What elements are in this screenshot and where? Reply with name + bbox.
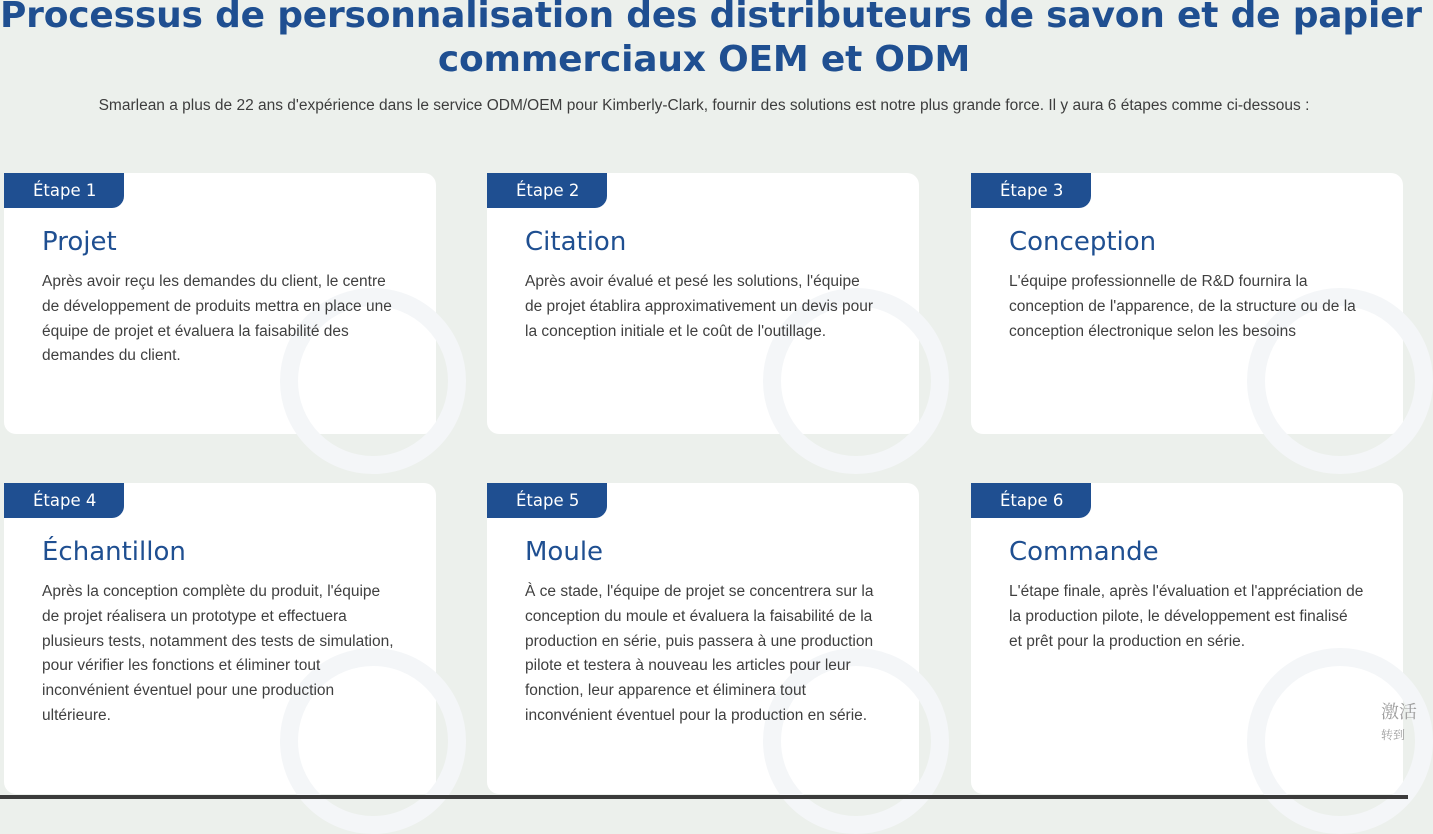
page-title xyxy=(0,0,1422,82)
step-description: L'équipe professionnelle de R&D fournira la conception de l'apparence, de la structure ou de la conception électronique selon les besoins xyxy=(1009,273,1356,340)
step-card-5 xyxy=(487,483,919,794)
step-title: Échantillon xyxy=(42,537,186,567)
step-title: Projet xyxy=(42,227,117,257)
step-card-2 xyxy=(487,173,919,434)
step-badge: Étape 5 xyxy=(487,483,607,518)
page-title-line-2: commerciaux OEM et ODM xyxy=(437,39,971,80)
activation-watermark-line-2: 转到 xyxy=(1381,728,1406,742)
page-title-line-1: Processus de personnalisation des distributeurs de savon et de papier xyxy=(0,0,1422,36)
step-description: Après avoir reçu les demandes du client, le centre de développement de produits mettra en place une équipe de projet et évaluera la faisabilité des demandes du client. xyxy=(42,273,392,365)
step-title: Citation xyxy=(525,227,627,257)
step-description: L'étape finale, après l'évaluation et l'appréciation de la production pilote, le développement est finalisé et prêt pour la production en série. xyxy=(1009,583,1364,650)
step-badge: Étape 6 xyxy=(971,483,1091,518)
step-card-1 xyxy=(4,173,436,434)
step-description: Après la conception complète du produit, l'équipe de projet réalisera un prototype et effectuera plusieurs tests, notamment des tests de simulation, pour vérifier les fonctions et éliminer tout inconvénient éventuel pour une production ultérieure. xyxy=(42,583,394,724)
bottom-edge-bar xyxy=(0,795,1408,799)
step-card-4 xyxy=(4,483,436,794)
step-card-6 xyxy=(971,483,1403,794)
step-title: Commande xyxy=(1009,537,1159,567)
page-subtitle: Smarlean a plus de 22 ans d'expérience dans le service ODM/OEM pour Kimberly-Clark, fournir des solutions est notre plus grande force. Il y aura 6 étapes comme ci-dessous : xyxy=(98,97,1310,114)
activation-watermark-line-1: 激活 xyxy=(1381,702,1417,723)
step-card-3 xyxy=(971,173,1403,434)
step-badge: Étape 4 xyxy=(4,483,124,518)
step-description: À ce stade, l'équipe de projet se concentrera sur la conception du moule et évaluera la faisabilité de la production en série, puis passera à une production pilote et testera à nouveau les articles pour leur fonction, leur apparence et éliminera tout inconvénient éventuel pour la production en série. xyxy=(525,583,874,724)
step-badge: Étape 1 xyxy=(4,173,124,208)
step-title: Moule xyxy=(525,537,604,567)
step-badge: Étape 3 xyxy=(971,173,1091,208)
activation-watermark xyxy=(1381,700,1417,744)
step-title: Conception xyxy=(1009,227,1157,257)
step-badge: Étape 2 xyxy=(487,173,607,208)
step-description: Après avoir évalué et pesé les solutions, l'équipe de projet établira approximativement un devis pour la conception initiale et le coût de l'outillage. xyxy=(525,273,874,340)
